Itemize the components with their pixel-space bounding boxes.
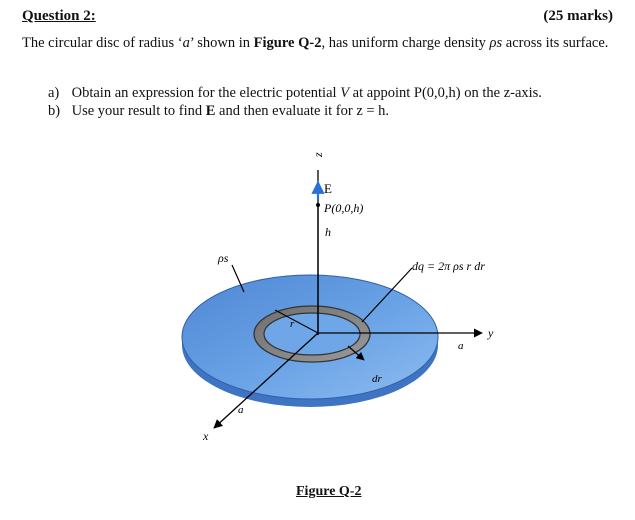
part-a-text-2: at appoint P(0,0,h) on the z-axis. bbox=[349, 85, 542, 101]
e-label: E bbox=[324, 181, 332, 196]
part-b-text-2: and then evaluate it for z = h. bbox=[215, 103, 390, 119]
part-a-var: V bbox=[340, 85, 350, 101]
question-marks: (25 marks) bbox=[543, 8, 613, 24]
part-a-label: a) bbox=[48, 85, 60, 101]
intro-rho: ρs bbox=[489, 35, 503, 51]
rho-label: ρs bbox=[218, 251, 229, 265]
intro-text-1: The circular disc of radius ‘ bbox=[22, 35, 183, 51]
h-label: h bbox=[325, 225, 331, 239]
intro-radius: a bbox=[182, 35, 190, 51]
dq-label: dq = 2π ρs r dr bbox=[412, 259, 485, 273]
part-b-label: b) bbox=[48, 103, 61, 119]
dr-label: dr bbox=[372, 373, 382, 385]
r-label: r bbox=[290, 318, 295, 330]
intro-text-3: , has uniform charge density bbox=[321, 35, 490, 51]
a-lower-label: a bbox=[238, 404, 244, 416]
z-axis-label: z bbox=[311, 152, 325, 157]
part-b-var: E bbox=[205, 103, 216, 119]
ring-inner bbox=[264, 313, 360, 355]
part-b-text-1: Use your result to find bbox=[71, 103, 206, 119]
x-axis-label: x bbox=[203, 429, 209, 443]
figure-caption: Figure Q-2 bbox=[296, 484, 362, 499]
a-right-label: a bbox=[458, 340, 464, 352]
point-label: P(0,0,h) bbox=[324, 201, 364, 215]
y-axis-label: y bbox=[488, 326, 494, 340]
intro-figure-ref: Figure Q-2 bbox=[253, 35, 322, 51]
part-a-text-1: Obtain an expression for the electric potential bbox=[71, 85, 341, 101]
intro-text-4: across its surface. bbox=[502, 35, 609, 51]
intro-text-2: ’ shown in bbox=[189, 35, 254, 51]
question-title: Question 2: bbox=[22, 8, 96, 24]
